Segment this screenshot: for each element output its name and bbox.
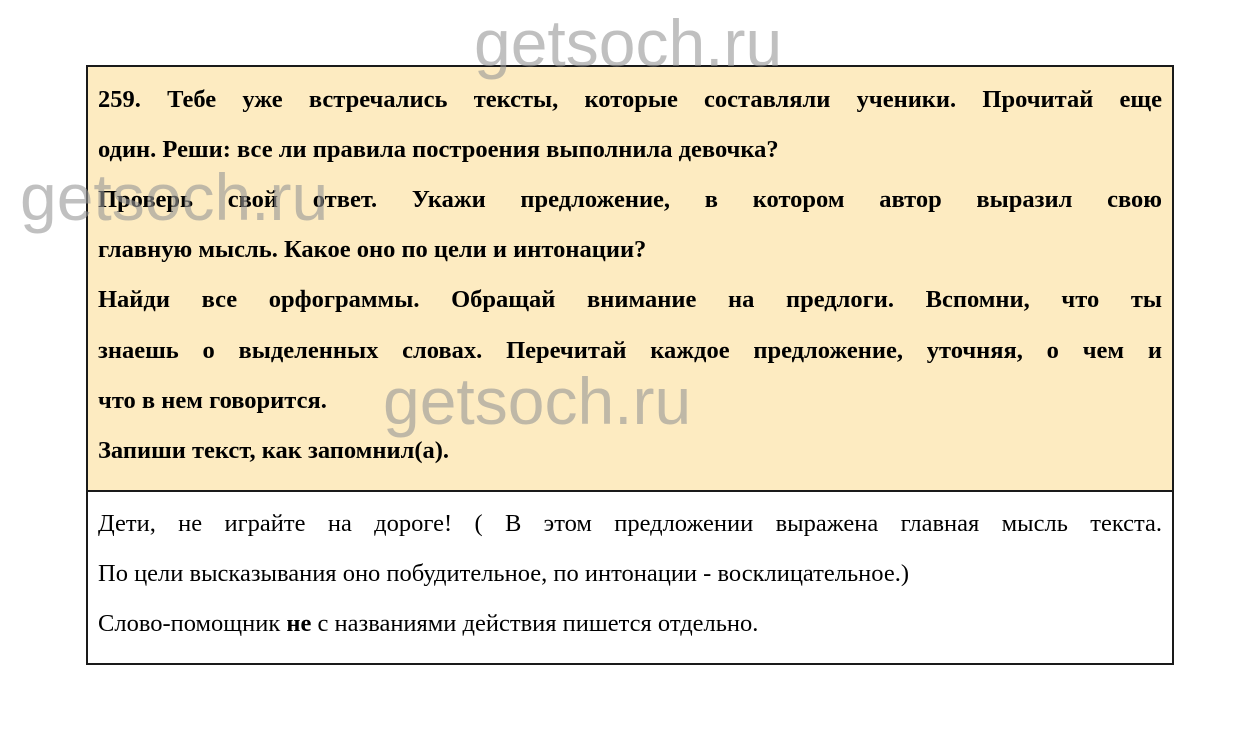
answer-line-3-suffix: с названиями действия пишется отдельно. (311, 610, 759, 637)
task-line-6: знаешь о выделенных словах. Перечитай каждое предложение, уточняя, о чем и (98, 337, 1162, 364)
task-line-5: Найди все орфограммы. Обращай внимание на предлоги. Вспомни, что ты (98, 286, 1162, 313)
answer-bold-word: не (286, 610, 312, 637)
answer-line-3-prefix: Слово-помощник (98, 610, 287, 637)
answer-line-3 (98, 609, 1162, 639)
watermark-left: getsoch.ru (20, 160, 329, 234)
answer-line-2: По цели высказывания оно побудительное, по интонации - восклицательное.) (98, 560, 909, 587)
task-line-2: один. Реши: все ли правила построения выполнила девочка? (98, 136, 779, 163)
task-line-4: главную мысль. Какое оно по цели и интонации? (98, 236, 647, 263)
answer-line-1: Дети, не играйте на дороге! ( В этом предложении выражена главная мысль текста. (98, 510, 1162, 537)
watermark-middle: getsoch.ru (383, 364, 692, 438)
task-line-8: Запиши текст, как запомнил(а). (98, 437, 450, 464)
task-line-1: 259. Тебе уже встречались тексты, которые составляли ученики. Прочитай еще (98, 86, 1162, 113)
exercise-card (86, 65, 1174, 665)
task-line-7: что в нем говорится. (98, 387, 327, 414)
task-block (88, 67, 1172, 492)
task-line-3: Проверь свой ответ. Укажи предложение, в котором автор выразил свою (98, 186, 1162, 213)
watermark-top: getsoch.ru (474, 6, 783, 80)
